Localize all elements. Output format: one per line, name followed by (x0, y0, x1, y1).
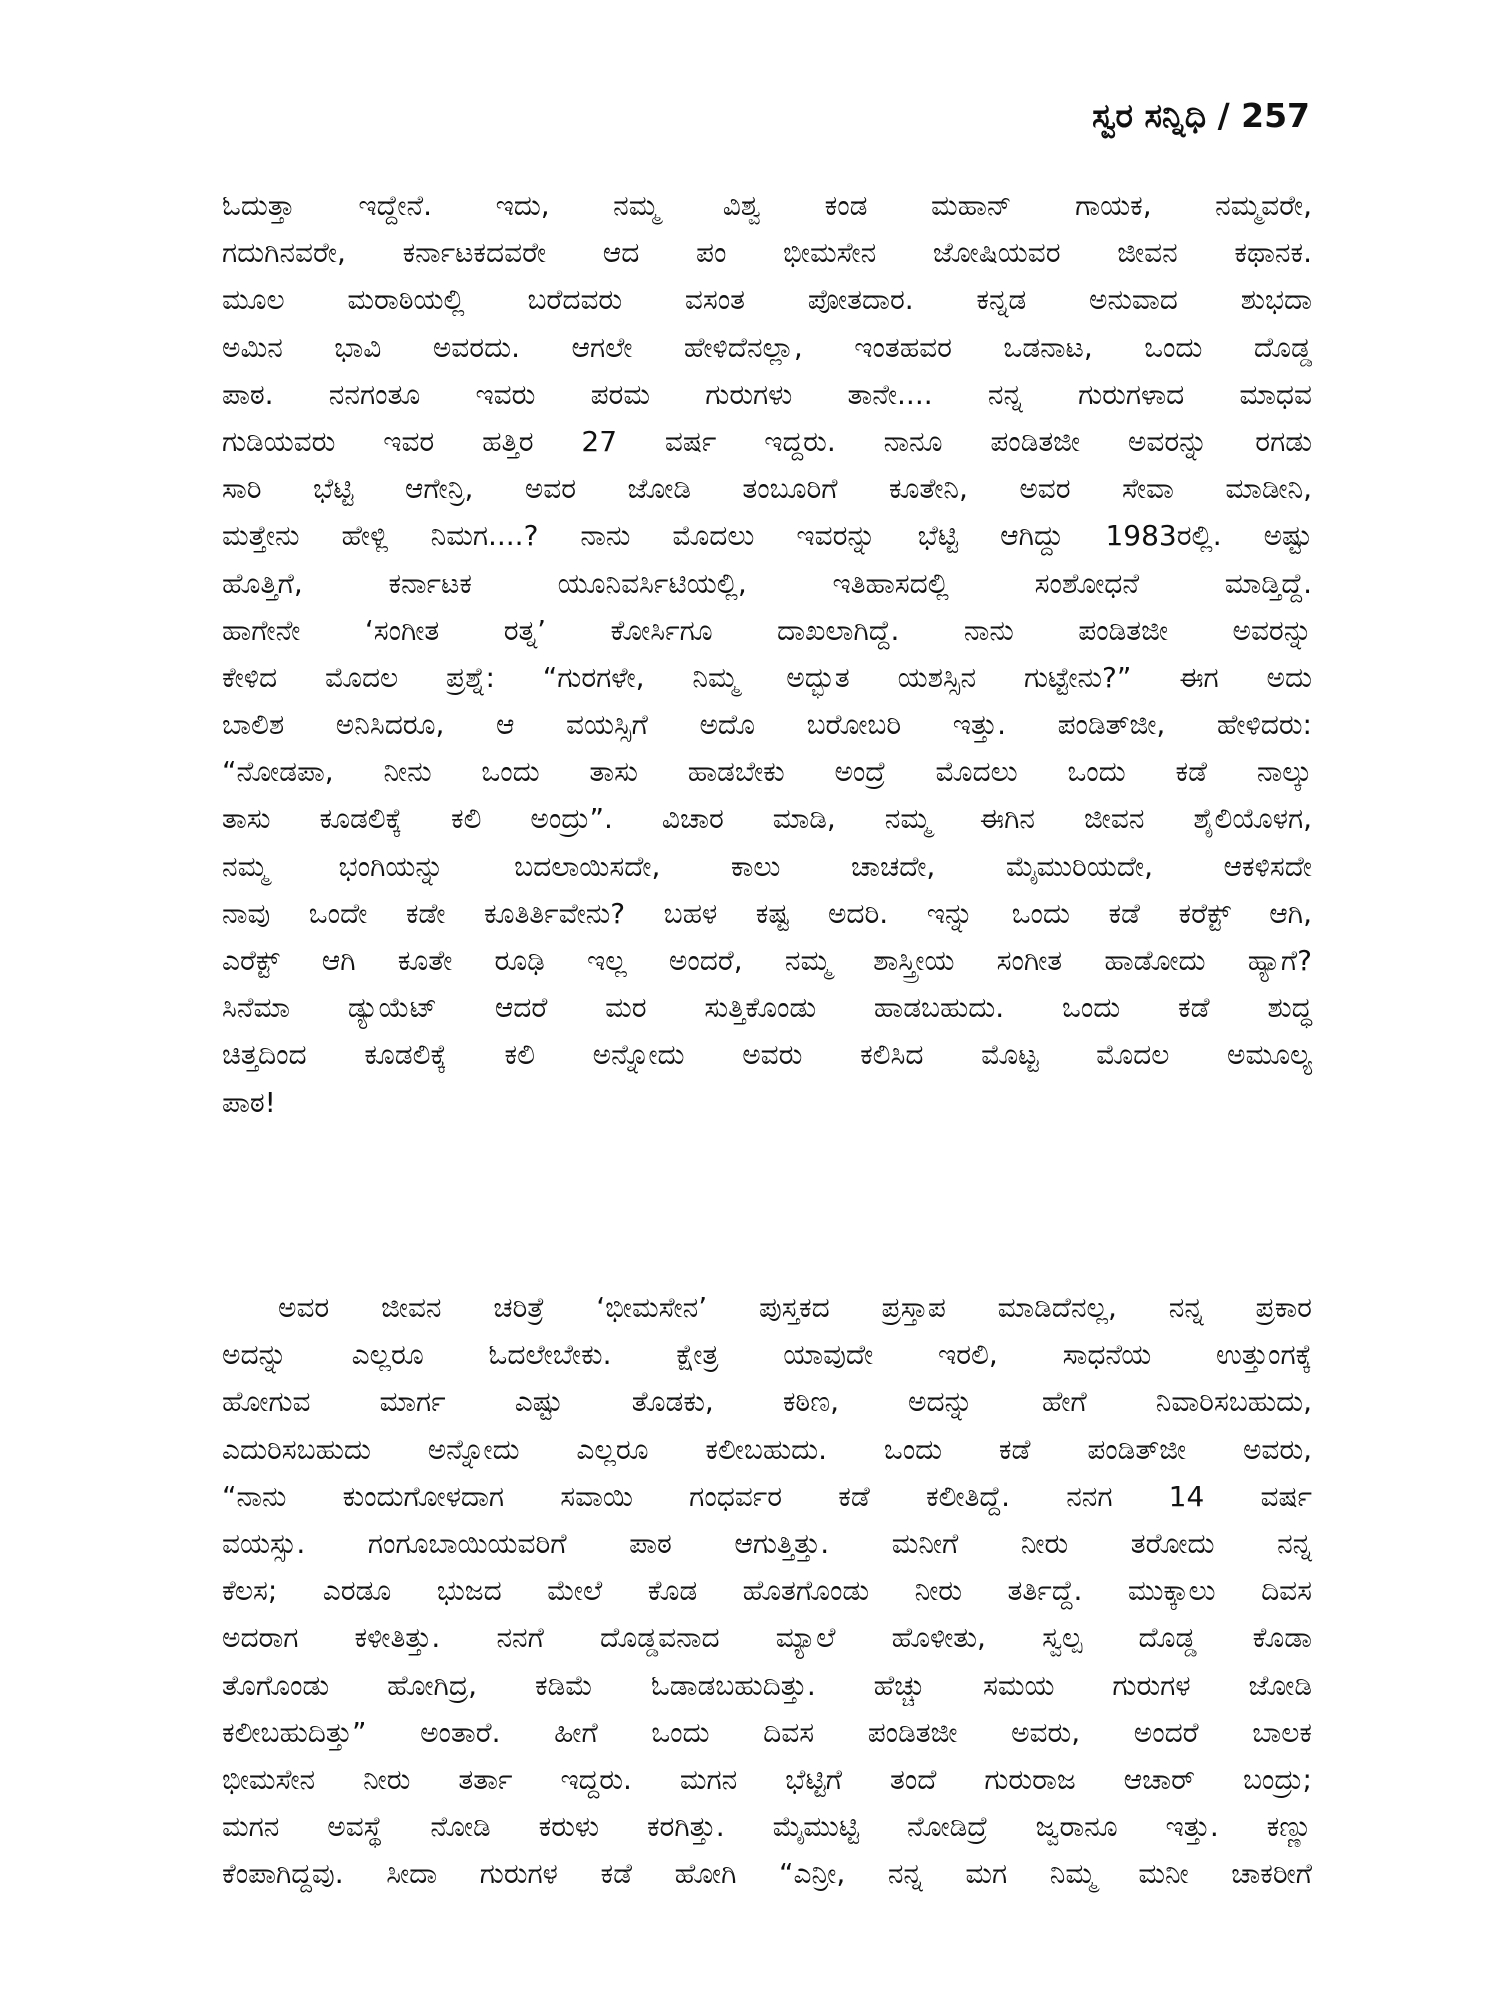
text-line: ಅದನ್ನು ಎಲ್ಲರೂ ಓದಲೇಬೇಕು. ಕ್ಷೇತ್ರ ಯಾವುದೇ ಇರಲಿ, ಸಾಧನೆಯ ಉತ್ತುಂಗಕ್ಕೆ (222, 1338, 1312, 1372)
text-line: ವಯಸ್ಸು. ಗಂಗೂಬಾಯಿಯವರಿಗೆ ಪಾಠ ಆಗುತ್ತಿತ್ತು. ಮನೀಗೆ ನೀರು ತರೋದು ನನ್ನ (222, 1526, 1312, 1560)
text-line: ಕೆಲಸ; ಎರಡೂ ಭುಜದ ಮೇಲೆ ಕೊಡ ಹೊತಗೊಂಡು ನೀರು ತರ್ತಿದ್ದೆ. ಮುಕ್ಕಾಲು ದಿವಸ (222, 1574, 1312, 1608)
text-line: “ನಾನು ಕುಂದುಗೋಳದಾಗ ಸವಾಯಿ ಗಂಧರ್ವರ ಕಡೆ ಕಲೀತಿದ್ದೆ. ನನಗ 14 ವರ್ಷ (222, 1479, 1312, 1513)
text-line: ಕಲೀಬಹುದಿತ್ತು” ಅಂತಾರೆ. ಹೀಗೆ ಒಂದು ದಿವಸ ಪಂಡಿತಜೀ ಅವರು, ಅಂದರೆ ಬಾಲಕ (222, 1715, 1312, 1749)
text-line: ಹೊತ್ತಿಗೆ, ಕರ್ನಾಟಕ ಯೂನಿವರ್ಸಿಟಿಯಲ್ಲಿ, ಇತಿಹಾಸದಲ್ಲಿ ಸಂಶೋಧನೆ ಮಾಡ್ತಿದ್ದೆ. (222, 566, 1312, 600)
text-line: ಓದುತ್ತಾ ಇದ್ದೇನೆ. ಇದು, ನಮ್ಮ ವಿಶ್ವ ಕಂಡ ಮಹಾನ್ ಗಾಯಕ, ನಮ್ಮವರೇ, (222, 189, 1312, 222)
text-line: ನಾವು ಒಂದೇ ಕಡೇ ಕೂತಿರ್ತಿವೇನು? ಬಹಳ ಕಷ್ಟ ಅದರಿ. ಇನ್ನು ಒಂದು ಕಡೆ ಕರೆಕ್ಟ್ ಆಗಿ, (222, 896, 1312, 930)
running-header: ಸ್ವರ ಸನ್ನಿಧಿ / 257 (1092, 96, 1310, 135)
paragraph-2 (222, 1284, 1312, 1897)
text-line: ಸಿನೆಮಾ ಡ್ಯುಯೆಟ್ ಆದರೆ ಮರ ಸುತ್ತಿಕೊಂಡು ಹಾಡಬಹುದು. ಒಂದು ಕಡೆ ಶುದ್ಧ (222, 991, 1312, 1025)
text-line: ಗದುಗಿನವರೇ, ಕರ್ನಾಟಕದವರೇ ಆದ ಪಂ ಭೀಮಸೇನ ಜೋಷಿಯವರ ಜೀವನ ಕಥಾನಕ. (222, 236, 1312, 270)
paragraph-1 (222, 182, 1312, 1126)
text-line: ಅದರಾಗ ಕಳೀತಿತ್ತು. ನನಗೆ ದೊಡ್ಡವನಾದ ಮ್ಯಾಲೆ ಹೊಳೀತು, ಸ್ವಲ್ಪ ದೊಡ್ಡ ಕೊಡಾ (222, 1621, 1312, 1655)
text-line: “ನೋಡಪಾ, ನೀನು ಒಂದು ತಾಸು ಹಾಡಬೇಕು ಅಂದ್ರೆ ಮೊದಲು ಒಂದು ಕಡೆ ನಾಲ್ಕು (222, 755, 1312, 789)
text-line: ಹಾಗೇನೇ ‘ಸಂಗೀತ ರತ್ನ’ ಕೋರ್ಸಿಗೂ ದಾಖಲಾಗಿದ್ದೆ. ನಾನು ಪಂಡಿತಜೀ ಅವರನ್ನು (222, 613, 1312, 647)
text-line: ಮಗನ ಅವಸ್ಥೆ ನೋಡಿ ಕರುಳು ಕರಗಿತ್ತು. ಮೈಮುಟ್ಟಿ ನೋಡಿದ್ರೆ ಜ್ವರಾನೂ ಇತ್ತು. ಕಣ್ಣು (222, 1810, 1312, 1844)
text-line: ಭೀಮಸೇನ ನೀರು ತರ್ತಾ ಇದ್ದರು. ಮಗನ ಭೆಟ್ಟಿಗೆ ತಂದೆ ಗುರುರಾಜ ಆಚಾರ್ ಬಂದ್ರು; (222, 1762, 1312, 1796)
text-line: ಎರೆಕ್ಟ್ ಆಗಿ ಕೂತೇ ರೂಢಿ ಇಲ್ಲ ಅಂದರೆ, ನಮ್ಮ ಶಾಸ್ತ್ರೀಯ ಸಂಗೀತ ಹಾಡೋದು ಹ್ಯಾಗೆ? (222, 944, 1312, 977)
text-line: ಪಾಠ! (222, 1085, 276, 1119)
text-line: ತಾಸು ಕೂಡಲಿಕ್ಕೆ ಕಲಿ ಅಂದ್ರು”. ವಿಚಾರ ಮಾಡಿ, ನಮ್ಮ ಈಗಿನ ಜೀವನ ಶೈಲಿಯೊಳಗ, (222, 802, 1312, 836)
text-line: ತೊಗೊಂಡು ಹೋಗಿದ್ರ, ಕಡಿಮೆ ಓಡಾಡಬಹುದಿತ್ತು. ಹೆಚ್ಚು ಸಮಯ ಗುರುಗಳ ಜೋಡಿ (222, 1668, 1312, 1702)
text-line: ನಮ್ಮ ಭಂಗಿಯನ್ನು ಬದಲಾಯಿಸದೇ, ಕಾಲು ಚಾಚದೇ, ಮೈಮುರಿಯದೇ, ಆಕಳಿಸದೇ (222, 849, 1312, 883)
text-line: ಕೆಂಪಾಗಿದ್ದವು. ಸೀದಾ ಗುರುಗಳ ಕಡೆ ಹೋಗಿ “ಎನ್ರೀ, ನನ್ನ ಮಗ ನಿಮ್ಮ ಮನೀ ಚಾಕರೀಗೆ (222, 1857, 1312, 1891)
text-line: ಅಮಿನ ಭಾವಿ ಅವರದು. ಆಗಲೇ ಹೇಳಿದೆನಲ್ಲಾ, ಇಂತಹವರ ಒಡನಾಟ, ಒಂದು ದೊಡ್ಡ (222, 330, 1312, 364)
text-line: ಅವರ ಜೀವನ ಚರಿತ್ರೆ ‘ಭೀಮಸೇನ’ ಪುಸ್ತಕದ ಪ್ರಸ್ತಾಪ ಮಾಡಿದೆನಲ್ಲ, ನನ್ನ ಪ್ರಕಾರ (278, 1291, 1312, 1324)
text-line: ಮೂಲ ಮರಾಠಿಯಲ್ಲಿ ಬರೆದವರು ವಸಂತ ಪೋತದಾರ. ಕನ್ನಡ ಅನುವಾದ ಶುಭದಾ (222, 283, 1312, 317)
text-line: ಪಾಠ. ನನಗಂತೂ ಇವರು ಪರಮ ಗುರುಗಳು ತಾನೇ.... ನನ್ನ ಗುರುಗಳಾದ ಮಾಧವ (222, 377, 1312, 411)
text-line: ಎದುರಿಸಬಹುದು ಅನ್ನೋದು ಎಲ್ಲರೂ ಕಲೀಬಹುದು. ಒಂದು ಕಡೆ ಪಂಡಿತ್‌ಜೀ ಅವರು, (222, 1432, 1312, 1466)
text-line: ಗುಡಿಯವರು ಇವರ ಹತ್ತಿರ 27 ವರ್ಷ ಇದ್ದರು. ನಾನೂ ಪಂಡಿತಜೀ ಅವರನ್ನು ರಗಡು (222, 424, 1312, 458)
text-line: ಮತ್ತೇನು ಹೇಳ್ಲಿ ನಿಮಗ....? ನಾನು ಮೊದಲು ಇವರನ್ನು ಭೆಟ್ಟಿ ಆಗಿದ್ದು 1983ರಲ್ಲಿ. ಅಷ್ಟು (222, 519, 1312, 553)
text-line: ಕೇಳಿದ ಮೊದಲ ಪ್ರಶ್ನೆ: “ಗುರಗಳೇ, ನಿಮ್ಮ ಅದ್ಭುತ ಯಶಸ್ಸಿನ ಗುಟ್ಟೇನು?” ಈಗ ಅದು (222, 660, 1312, 694)
text-line: ಹೋಗುವ ಮಾರ್ಗ ಎಷ್ಟು ತೊಡಕು, ಕಠಿಣ, ಅದನ್ನು ಹೇಗೆ ನಿವಾರಿಸಬಹುದು, (222, 1385, 1312, 1419)
text-line: ಬಾಲಿಶ ಅನಿಸಿದರೂ, ಆ ವಯಸ್ಸಿಗೆ ಅದೊ ಬರೋಬರಿ ಇತ್ತು. ಪಂಡಿತ್‌ಜೀ, ಹೇಳಿದರು: (222, 708, 1312, 742)
text-line: ಚಿತ್ತದಿಂದ ಕೂಡಲಿಕ್ಕೆ ಕಲಿ ಅನ್ನೋದು ಅವರು ಕಲಿಸಿದ ಮೊಟ್ಟ ಮೊದಲ ಅಮೂಲ್ಯ (222, 1038, 1312, 1072)
text-line: ಸಾರಿ ಭೆಟ್ಟಿ ಆಗೇನ್ರಿ, ಅವರ ಜೋಡಿ ತಂಬೂರಿಗೆ ಕೂತೇನಿ, ಅವರ ಸೇವಾ ಮಾಡೀನಿ, (222, 472, 1312, 506)
